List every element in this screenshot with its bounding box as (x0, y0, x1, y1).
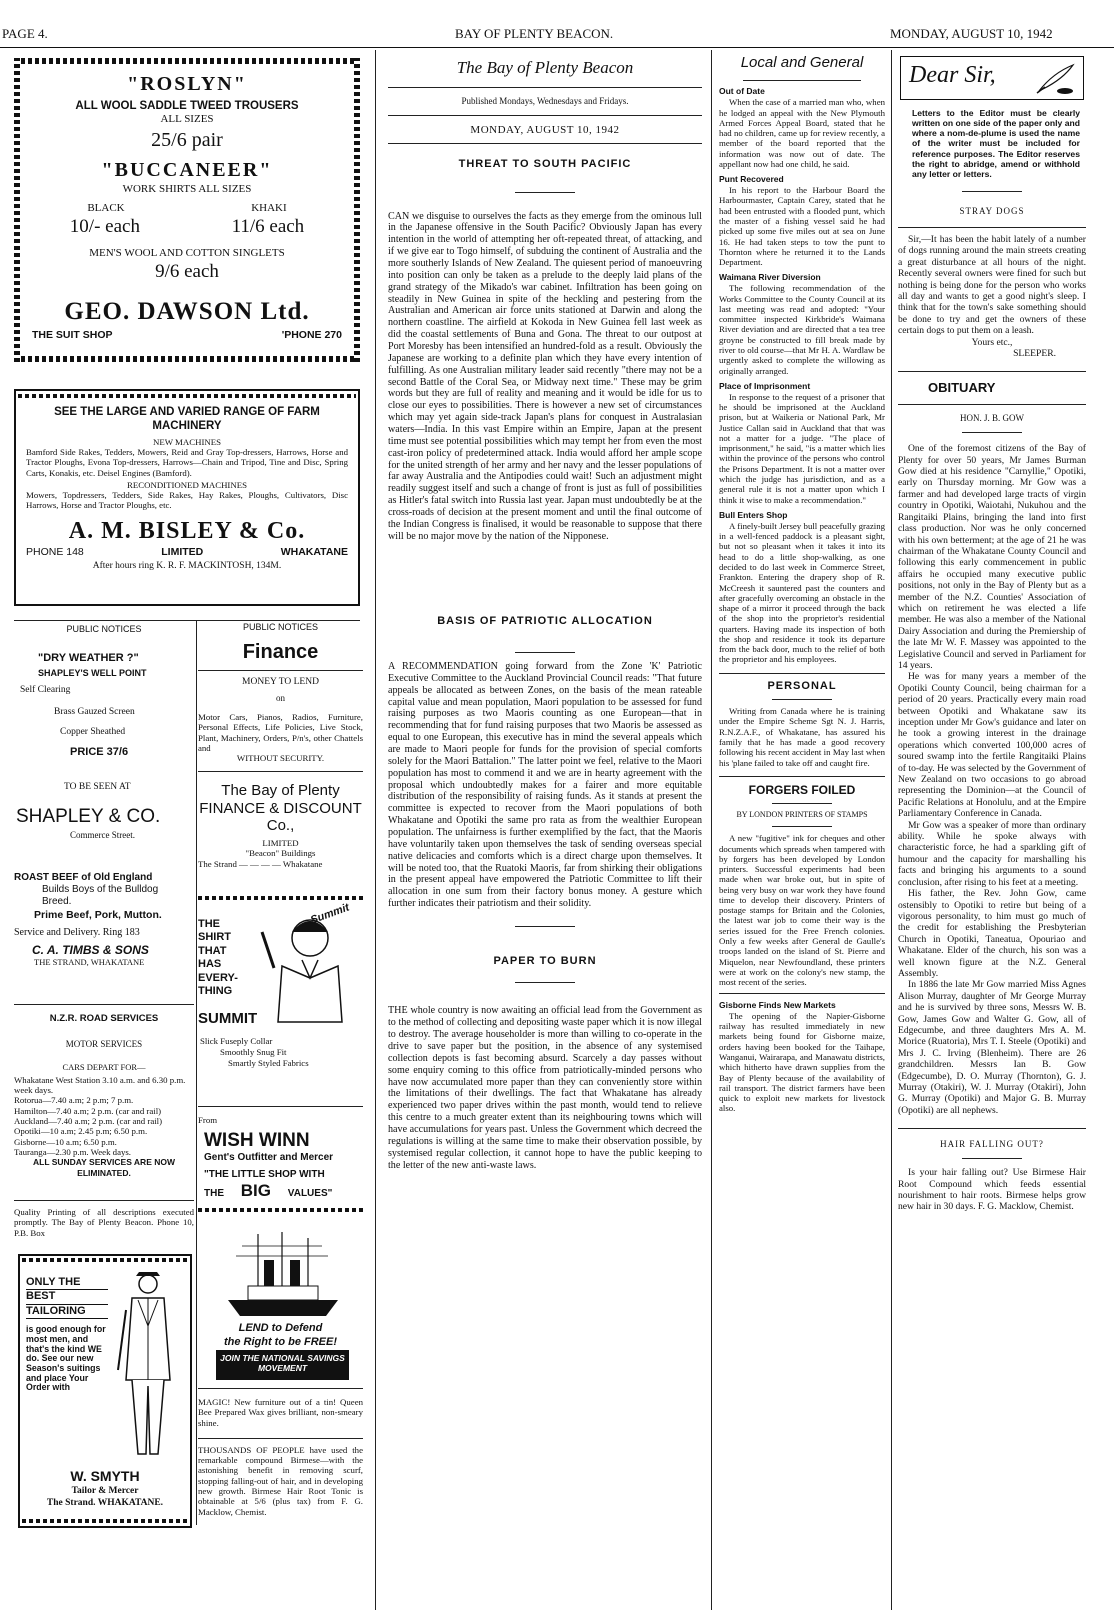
ad-line: The Strand. WHAKATANE. (46, 1498, 164, 1508)
ad-line: "Beacon" Buildings (245, 848, 316, 859)
letters-banner (900, 56, 1084, 100)
timetable-row: Opotiki—10 a.m; 2.45 p.m; 6.50 p.m. (14, 1126, 148, 1137)
ad-heading: Finance (242, 641, 319, 663)
editorial-paragraph: CAN we disguise to ourselves the facts as they emerge from the ominous lull in the Japanese offensive in the South Pacific? Obviously Japan has every intention in the world of attempting her oft-repeated threat, of attacking, and if we give ear to Togo himself, of subduing the continent of Australia and the more southerly Islands of New Zealand. The quiesent period of manoeuvring into position can only be taken as a prelude to the deeply laid plans of the grand strategy of the Mikado's war cabinet. Infiltration has been going on steadily in New Guinea in spite of the heckling and pestering from the Australian and American air force units stationed at Darwin and along the northern coastline. The airfield at Kokoda in New Guinea fell last week as did the coastal settlements of Buna and Gona. The threat to our outpost at Port Moresby has been intensified an hundred-fold as a result. Obviously the Japanese are working to a definite plan which they have every intention of fulfilling. As one Australian military leader said recently "there may not be a second Battle of the Coral Sea, or Midway next time." These may be grim words but they are full of reality and meaning and it would be idle for us to close our eyes to possibilities. There is however a new set of circumstances which may yet again side-track Japan's plans for conquest in Australasian waters—India. In this vast Empire within an Empire, Japan at the present time must see potential possibilities which may tempt her from even the most cast-iron policy of predetermined attack. India would afford her ample scope for the united strength of her army and her navy and the lesser populations of far away Australia and the Antipodies could wait! Such an adjustment might readily suggest itself and such a change of front is just as full of possibilities as Hitler's fatal switch into Russia last year. Japan must undoubtedly be at the cross-roads of decision at the present moment and until the final outcome of the Indian Congress is finalised, it would be reasonable to suppose that there will be no major move by the nation of the Nipponese. (388, 210, 702, 542)
ad-line: Service and Delivery. Ring 183 (14, 927, 140, 939)
timetable-row: Auckland—7.40 a.m; 2 p.m. (car and rail) (14, 1116, 163, 1127)
timetable-row: Rotorua—7.40 a.m; 2 p.m; 7 p.m. (14, 1095, 134, 1106)
rule (719, 673, 885, 674)
ad-line: BIG (240, 1180, 272, 1200)
news-item-text: When the case of a married man who, when he lodged an appeal with the New Plymouth Armed Forces Appeal Board, stated that he had no children, came up for review recently, a member of the board reported that the information was now out of date. The appellant now had one child, he said. (719, 97, 885, 169)
ad-line: The Strand — — — — Whakatane (198, 858, 323, 869)
ad-banner: JOIN THE NATIONAL SAVINGS MOVEMENT (216, 1350, 349, 1380)
ad-label: 'PHONE 270 (281, 328, 342, 341)
winn-advertisement (198, 1106, 363, 1212)
border-pattern (22, 1519, 188, 1523)
section-heading: HAIR FALLING OUT? (940, 1139, 1044, 1150)
ad-body: is good enough for most men, and that's the kind WE do. See our new Season's suitings and place Your Order with (26, 1324, 106, 1393)
rule (515, 926, 575, 927)
rule (772, 699, 832, 700)
paper-name: BAY OF PLENTY BEACON. (455, 26, 614, 41)
notice-text: Is your hair falling out? Use Birmese Hair Root Compound which feeds essential nourishment to hair roots. Birmese helps grow new hair in 30 days. F. G. Macklow, Chemist. (898, 1167, 1086, 1213)
rule (198, 1388, 363, 1389)
local-general-column (719, 52, 885, 1612)
section-heading: OBITUARY (928, 380, 996, 396)
ad-line: SHIRT (198, 931, 231, 944)
news-item-heading: Waimana River Diversion (719, 272, 821, 283)
border-pattern (18, 394, 356, 398)
timetable-row: Whakatane West Station 3.10 a.m. and 6.30 p.m. week days. (14, 1074, 186, 1096)
timetable-row: Tauranga—2.30 p.m. Week days. (14, 1146, 131, 1157)
ad-subheading: MONEY TO LEND (242, 677, 319, 688)
ad-line: Tailor & Mercer (71, 1486, 139, 1496)
masthead-title: The Bay of Plenty Beacon (456, 58, 634, 77)
border-pattern (354, 58, 360, 362)
ad-price: 10/- each (69, 216, 140, 238)
ad-subheading: RECONDITIONED MACHINES (127, 479, 247, 490)
news-item-text: The following recommendation of the Works Committee to the County Council at its last meeting was read and adopted: "Your committee inspected Kirkbride's Waimana River deviation and are directed that a tea tree groyne be constructed to fill break made by river to old course—that Mr H. A. Wardlaw be urgently asked to complete the willowing as originally arranged. (719, 283, 885, 376)
rule (898, 227, 1086, 228)
ad-line: ALL SUNDAY SERVICES ARE NOW ELIMINATED. (32, 1157, 175, 1178)
rule (14, 1200, 194, 1201)
ad-line: ALL SIZES (160, 113, 214, 126)
ad-line: Builds Boys of the Bulldog (42, 884, 159, 896)
ad-line: ALL WOOL SADDLE TWEED TROUSERS (75, 100, 299, 113)
ad-line: HAS (198, 958, 222, 971)
ad-firm: WISH WINN (204, 1130, 310, 1152)
ad-body: Motor Cars, Pianos, Radios, Furniture, Personal Effects, Life Policies, Live Stock, Plant, Machinery, Orders, P/n's, other Chattels and (198, 711, 363, 753)
ship-icon (218, 1230, 348, 1318)
ad-line: THE (204, 1187, 224, 1199)
border-pattern (14, 58, 360, 64)
rule (198, 771, 363, 772)
border-pattern (22, 1258, 188, 1262)
column-rule (375, 50, 376, 1610)
rule (515, 192, 575, 193)
ad-line: From (198, 1115, 218, 1125)
ad-firm: A. M. BISLEY & Co. (68, 517, 306, 544)
brand-badge: Summit (308, 901, 351, 927)
bisley-advertisement (14, 389, 360, 606)
news-item-text: In response to the request of a prisoner that he should be imprisoned at the Auckland prison, but at Waikeria or National Park, Mr Justice Callan said in Auckland that that was not a matter for a judge. "The place of imprisonment," he said, "is a matter which lies within the province of the persons who control the Prisons Department. It is not a matter over which the judge has jurisdiction, and as a general rule it is not a matter upon which I think it wise to make a recommendation." (719, 391, 885, 505)
ad-subheading: MOTOR SERVICES (65, 1038, 143, 1049)
ad-line: Slick Fuseply Collar (200, 1036, 273, 1046)
ad-firm: GEO. DAWSON Ltd. (64, 298, 310, 326)
timbs-advertisement (14, 872, 194, 992)
rule (388, 87, 702, 88)
notice-text: THOUSANDS OF PEOPLE have used the remarkable compound Birmese—with the astonishing benefit in removing scurf, stopping falling-out of hair, and in developing new growth. Birmese Hair Root Tonic is obtainable at 5/6 (plus tax) from F. G. Macklow, Chemist. (198, 1444, 363, 1517)
section-label: PUBLIC NOTICES (66, 624, 142, 634)
letter-closing: Yours etc., (971, 336, 1013, 348)
ad-firm: SHAPLEY & CO. (16, 806, 161, 828)
ad-line: "THE LITTLE SHOP WITH (204, 1168, 325, 1180)
news-item-heading: Out of Date (719, 86, 765, 97)
editorial-paragraph: A RECOMMENDATION going forward from the Zone 'K' Patriotic Executive Committee to the Auckland Provincial Council reads: "That future appeals be allocated as between Zones, on the basis of the mean rateable capital value and mean population, Maori population to be assessed for fund raising purposes as two Maoris counting as one European—that in recommending that for fund raising purposes that two Maoris be assessed as equal to one European, this executive has in mind the several appeals which are made to Maori people for funds for the provision of special comforts solely for the Maori Battalion." The latter point we feel, relative to the Maori population has most to commend it and we are in hearty agreement with the proposal which undoubtedly makes for a fairer and more equitable distribution of the responsibility of raising funds. As it stands at present the committee is expected to recover from the Maori populations of both Whakatane and Opotiki the same pro rata as from the wealthier European population. The unfairness is further exemplified by the fact, that the Maoris have voluntarily taken upon themselves the task of sending overseas special native delicacies and comforts which is a direct charge upon themselves. It will be noted too, that the Ruatoki Maoris, far from shirking their obligations in the present appeal have empowered the Patriotic Committee to lift their allocation in one sum from their factory bonus money. A gesture which further indicates their patriotism and their solidity. (388, 660, 702, 910)
summit-advertisement (198, 896, 363, 1071)
letter-text: Sir,—It has been the habit lately of a number of dogs running around the main streets creating a great disturbance at all hours of the night. Recently several owners were fined for such but nothing is being done for the person who works all day and wants to get a good night's sleep. I think that for the town's sake something should be done to try and get the owners of these certain dogs to put them on a leash. (898, 233, 1086, 337)
ad-label: LIMITED (161, 545, 204, 558)
ad-line: on (276, 692, 285, 703)
rule (14, 1004, 194, 1005)
notice-text: MAGIC! New furniture out of a tin! Queen Bee Prepared Wax gives brilliant, non-smeary shine. (198, 1397, 363, 1428)
letters-column (898, 56, 1086, 1612)
page-header (0, 0, 1114, 48)
section-label: PUBLIC NOTICES (242, 622, 318, 632)
ad-line: Brass Gauzed Screen (54, 706, 135, 717)
rule (962, 191, 1022, 192)
smyth-advertisement (18, 1254, 192, 1528)
ad-firm: The Bay of Plenty FINANCE & DISCOUNT Co., (199, 782, 362, 834)
rule (515, 652, 575, 653)
magic-notice (198, 1388, 363, 1517)
ad-heading: ROAST BEEF of Old England (14, 872, 153, 883)
editorial-column (388, 58, 702, 1171)
border-pattern (198, 896, 363, 900)
ad-heading: the Right to be FREE! (223, 1336, 338, 1348)
border-pattern (14, 356, 360, 362)
ad-heading: N.Z.R. ROAD SERVICES (49, 1013, 159, 1024)
rule (772, 803, 832, 804)
ad-title: "BUCCANEER" (101, 159, 273, 182)
shapley-advertisement (14, 640, 194, 841)
news-item-text: Writing from Canada where he is training under the Empire Scheme Sgt N. J. Harris, R.N.Z.A.F., of Whakatane, has assured his family that he has made a good recovery following his recent accident in May last when his 'plane failed to take off and caught fire. (719, 706, 885, 768)
ad-heading: "DRY WEATHER ?" (38, 652, 139, 664)
ad-firm: SUMMIT (198, 1010, 258, 1028)
obituary-paragraph: He was for many years a member of the Opotiki County Council, being chairman for a period of 20 years. Practically every main road between Opotiki and Whakatane saw its inception under Mr Gow's guidance and later on he took a growing interest in the drainage operations which converted 100,000 acres of soured swamp into the fertile Rangitaiki Plains of to-day. He was selected by the Government of New Zealand on two occasions to go abroad representing the Dominion—at the Council of Pacific Relations at Honolulu, and at the Empire Parliamentary Conference in Canada. (898, 671, 1086, 820)
rule (898, 404, 1086, 405)
section-heading: PERSONAL (767, 679, 837, 692)
finance-advertisement (198, 640, 363, 886)
ad-line: Breed. (42, 896, 72, 908)
column-rule (891, 50, 892, 1610)
ad-heading: ONLY THE (26, 1276, 81, 1288)
ad-line: VALUES" (287, 1187, 333, 1199)
section-subheading: BY LONDON PRINTERS OF STAMPS (736, 810, 868, 820)
ad-line: WORK SHIRTS ALL SIZES (122, 182, 252, 195)
timetable-row: Hamilton—7.40 a.m; 2 p.m. (car and rail) (14, 1105, 162, 1116)
ad-price: 9/6 each (155, 260, 219, 282)
rule (962, 1158, 1022, 1159)
ad-line: Gent's Outfitter and Mercer (204, 1152, 334, 1164)
tailor-figure-icon (112, 1270, 184, 1460)
news-item-heading: Gisborne Finds New Markets (719, 1000, 836, 1011)
ad-heading: SEE THE LARGE AND VARIED RANGE OF FARM MACHINERY (54, 406, 320, 433)
issue-date: MONDAY, AUGUST 10, 1942 (890, 26, 1053, 41)
rule (898, 371, 1086, 372)
banner-text: Dear Sir, (909, 62, 996, 88)
rule (198, 670, 363, 671)
ad-subheading: NEW MACHINES (152, 436, 221, 447)
printing-notice (14, 1200, 194, 1238)
news-item-text: A new "fugitive" ink for cheques and other documents which spreads when tampered with by forgers has been developed by London printers. Successful experiments had been made when war broke out, but in spite of being very busy on war work they have found time to develop their discovery. Printers of postage stamps for Britain and the Colonies, the latest war job to come their way is the series issued for the Free French colonies. Only a few weeks after General de Gaulle's troops landed on the island of St. Pierre and Miquelon, near Newfoundland, these printers were at work on the colony's new stamp, the most recent of the series. (719, 833, 885, 988)
ad-line: CARS DEPART FOR— (62, 1061, 146, 1072)
editorial-paragraph: THE whole country is now awaiting an official lead from the Government as to the method of collecting and depositing waste paper which it is now illegal to destroy. The average householder is more than willing to co-operate in the drive to save paper but the position, in the absence of any systemised collection depots is fast becoming absurd. Scarcely a day passes without some enquiry coming to this office from patriotically-minded persons who have now accumulated more paper than they can conveniently store within the limitations of their dwellings. The fact that Whakatane has already experienced two paper drives within the past month, would tend to relieve this centre to a much greater extent than its neighbouring towns which will have accumulations for years past. Unless the Government which decreed the regulations is willing at the same time to make their observation possible, by systemised regular collection, it cannot hope to have the public keeping to the letter of the new anti-waste laws. (388, 1005, 702, 1171)
ad-line: Smartly Styled Fabrics (228, 1058, 309, 1068)
obituary-paragraph: His father, the Rev. John Gow, came ostensibly to Opotiki to retire but being of a vigorous personality, to him must go much of the credit for establishing the Presbyterian Church in Opotiki, Taneatua, Opouriao and Whakatane. Elder of the church, his son was a well known figure at the N.Z. General Assembly. (898, 888, 1086, 979)
border-pattern (14, 58, 20, 362)
obituary-paragraph: One of the foremost citizens of the Bay of Plenty for over 50 years, Mr James Burman Gow died at his residence "Carnyllie," Opotiki, early on Thursday morning. Mr Gow was a farmer and had developed large tracts of virgin country in Opotiki, Waiotahi, Nukuhou and the Rangitaiki Plains, bringing the land into first class production. Nor was he only concerned with his own betterment; at the age of 21 he was chairman of the Whakatane County Council and following this early commencement in public affairs he occupied many executive public positions, not only in the Bay of Plenty but as a member of the N.Z. Counties' Association of which on retirement he was elected a life member. He was also a member of the National Dairy Association and during the Premiership of the late Mr W. F. Massey was appointed to the Legislative Council and served in Parliament for 14 years. (898, 443, 1086, 671)
ad-heading: LEND to Defend (238, 1322, 323, 1334)
rule (388, 115, 702, 116)
dawson-advertisement (14, 58, 360, 362)
ad-label: THE SUIT SHOP (32, 328, 113, 341)
column-rule (711, 50, 712, 1610)
page-number: PAGE 4. (2, 26, 48, 41)
rule (743, 80, 861, 81)
editorial-heading: THREAT TO SOUTH PACIFIC (458, 158, 632, 171)
rule (962, 432, 1022, 433)
ad-label: WHAKATANE (280, 545, 348, 558)
ad-line: THING (198, 985, 233, 998)
news-item-text: A finely-built Jersey bull peacefully grazing in a well-fenced paddock is a pleasant sight, but not so pleasant when it takes it into its head to do a little shop-walking, as one decided to do last week in Commerce Street, Frankton. Entering the drapery shop of R. McCreesh it sauntered past the counters and after gracefully overcoming an obstacle in the shape of a mirror it proceed through the back of the shop into the proprietor's residential quarters. Having made its inspection of both the shop and residence it took its departure from the back door, much to the relief of both the proprietor and his employees. (719, 520, 885, 665)
letters-notice: Letters to the Editor must be clearly written on one side of the paper only and where a nom-de-plume is used the name of the writer must be included for reference purposes. The Editor reserves the right to abridge, amend or withhold any letter or letters. (912, 108, 1080, 179)
notice-text: Quality Printing of all descriptions executed promptly. The Bay of Plenty Beacon. Phone 10, P.B. Box (14, 1207, 194, 1238)
masthead-date: MONDAY, AUGUST 10, 1942 (470, 123, 620, 136)
rule (14, 620, 360, 621)
ad-line: Copper Sheathed (60, 726, 126, 737)
news-item-heading: Punt Recovered (719, 174, 784, 185)
masthead-publication: Published Mondays, Wednesdays and Fridays. (461, 95, 629, 106)
shirt-man-icon (260, 901, 360, 1022)
ad-label: BLACK (87, 202, 125, 214)
rule (719, 776, 885, 777)
news-item-heading: Bull Enters Shop (719, 509, 788, 520)
editorial-heading: BASIS OF PATRIOTIC ALLOCATION (437, 614, 653, 627)
ad-line: MEN'S WOOL AND COTTON SINGLETS (89, 246, 285, 259)
ad-line: THE STRAND, WHAKATANE (34, 957, 145, 968)
section-heading: FORGERS FOILED (748, 782, 856, 797)
ad-body: Bamford Side Rakes, Tedders, Mowers, Reid and Gray Top-dressers, Harrows, Horse and Tractor Ploughs, Evona Top-dressers, Harrows—Chain and Tripod, Tine and Disc, Spring Carts, Konakis, etc. Deisel Engines (Bamford). (26, 447, 348, 478)
rule (198, 1106, 363, 1107)
ad-line: TO BE SEEN AT (64, 781, 131, 792)
ad-firm: C. A. TIMBS & SONS (32, 942, 149, 957)
ad-label: PHONE 148 (26, 545, 84, 558)
column-title: Local and General (740, 54, 864, 71)
border-pattern (198, 1208, 363, 1212)
ad-price: 25/6 pair (151, 128, 223, 151)
ad-price: PRICE 37/6 (70, 746, 129, 759)
obituary-paragraph: Mr Gow was a speaker of more than ordinary ability. While he spoke always with characteristic force, he had a sparkling gift of humour and the capacity for marshalling his facts and bringing his arguments to a sound conclusion, after rising to his feet at a meeting. (898, 819, 1086, 888)
quill-pen-icon (1033, 63, 1077, 95)
rule (515, 982, 575, 983)
editorial-heading: PAPER TO BURN (493, 955, 597, 968)
news-item-text: The opening of the Napier-Gisborne railway has resulted immediately in new markets being found for Gisborne maize, orders having been booked for the Taihape, Wanganui, Wairarapa, and Manawatu districts, which hitherto have drawn supplies from the Bay of Plenty because of the availability of rail transport. The district farmers have been quick to exploit new markets for livestock also. (719, 1010, 885, 1114)
ad-heading: TAILORING (26, 1304, 108, 1319)
ad-line: Prime Beef, Pork, Mutton. (34, 908, 162, 921)
ad-line: Commerce Street. (70, 830, 135, 841)
ad-firm: W. SMYTH (70, 1468, 140, 1484)
ad-label: KHAKI (251, 202, 287, 214)
news-item-heading: Place of Imprisonment (719, 380, 811, 391)
ad-line: After hours ring K. R. F. MACKINTOSH, 134M. (92, 560, 282, 571)
ad-line: EVERY- (198, 971, 238, 984)
ad-line: WITHOUT SECURITY. (236, 753, 325, 764)
rule (898, 1128, 1086, 1129)
timetable-row: Gisborne—10 a.m; 6.50 p.m. (14, 1136, 117, 1147)
letter-signature: SLEEPER. (1013, 348, 1056, 360)
ad-line: THAT (198, 944, 227, 957)
rule (719, 993, 885, 994)
ad-line: Smoothly Snug Fit (220, 1047, 287, 1057)
ad-line: THE (198, 918, 220, 930)
rule (772, 826, 832, 827)
rule (198, 1438, 363, 1439)
ad-line: Self Clearing (20, 685, 71, 696)
timetable (14, 1075, 194, 1157)
section-subheading: HON. J. B. GOW (960, 413, 1024, 424)
column-rule (196, 620, 197, 1525)
savings-advertisement (198, 1230, 363, 1380)
ad-heading: BEST (26, 1289, 108, 1303)
ad-line: LIMITED (262, 838, 299, 849)
ad-subheading: SHAPLEY'S WELL POINT (38, 668, 147, 679)
ad-price: 11/6 each (231, 216, 305, 238)
letter-heading: STRAY DOGS (959, 205, 1025, 216)
rule (388, 143, 702, 144)
ad-body: Mowers, Topdressers, Tedders, Side Rakes, Hay Rakes, Ploughs, Cultivators, Disc Harrows, Horse and Tractor Ploughs, etc. (26, 490, 348, 511)
ad-title: "ROSLYN" (127, 73, 247, 95)
obituary-paragraph: In 1886 the late Mr Gow married Miss Agnes Alison Murray, daughter of Mr George Murray and he is survived by three sons, Messrs W. B. Gow, James Gow and Walter G. Gow, all of Edgecumbe, and three daughters Mrs A. M. Morice (Ruatoria), Mrs T. I. Steele (Opotiki) and Mrs J. C. Irving (Blenheim). There are 26 grandchildren. Messrs Ian B. Gow (Edgecumbe), D. O. Murray (Thornton), G. J. Murray (Otakiri), W. J. Murray (Otakiri), John G. Murray (Opotiki) and Major G. B. Murray (Opotiki) are all nephews. (898, 979, 1086, 1116)
nzr-advertisement (14, 1004, 194, 1179)
news-item-text: In his report to the Harbour Board the Harbourmaster, Captain Carey, stated that he had been entrusted with a flooded punt, which the master of a fishing vessel said he had picked up some five miles out at sea on June 16. He had taken steps to tow the punt to Thornton where he returned it to the Lands Department. (719, 185, 885, 268)
